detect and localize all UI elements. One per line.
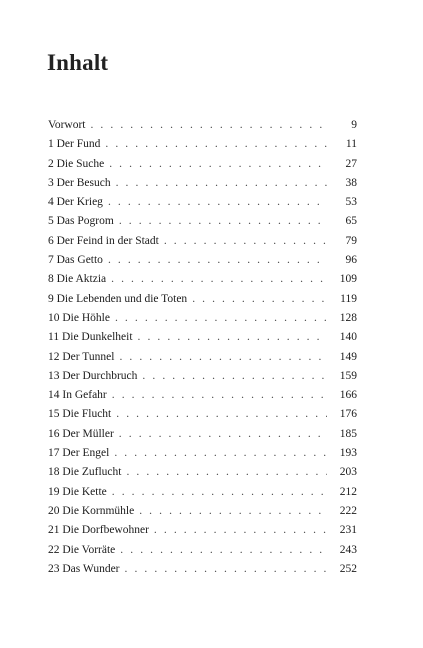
toc-entry (48, 386, 357, 405)
dot-leader (112, 483, 327, 502)
toc-entry (48, 309, 357, 328)
toc-entry-page: 252 (339, 562, 357, 575)
toc-entry (48, 174, 357, 193)
dot-leader (139, 502, 327, 521)
toc-entry-label: 19 Die Kette (48, 485, 107, 498)
toc-entry-page: 231 (339, 524, 357, 537)
toc-entry (48, 405, 357, 424)
toc-entry-label: 17 Der Engel (48, 447, 110, 460)
toc-entry (48, 483, 357, 502)
toc-entry-page: 11 (345, 138, 357, 151)
dot-leader (138, 328, 327, 347)
dot-leader (114, 444, 327, 463)
toc-entry (48, 425, 357, 444)
toc-entry-page: 53 (345, 196, 357, 209)
toc-entry (48, 155, 357, 174)
toc-entry-label: 5 Das Pogrom (48, 215, 114, 228)
dot-leader (108, 193, 327, 212)
toc-entry-page: 222 (339, 504, 357, 517)
toc-entry-label: 8 Die Aktzia (48, 273, 107, 286)
toc-entry-label: 18 Die Zuflucht (48, 466, 122, 479)
toc-entry-page: 149 (339, 350, 357, 363)
toc-entry-label: Vorwort (48, 119, 86, 131)
toc-entry-page: 9 (351, 119, 357, 131)
toc-entry (48, 116, 357, 135)
dot-leader (126, 463, 327, 482)
toc-entry-label: 23 Das Wunder (48, 562, 120, 575)
toc-entry-page: 27 (345, 157, 357, 170)
toc-entry-page: 128 (339, 311, 357, 324)
toc-entry-page: 193 (339, 447, 357, 460)
toc-entry (48, 560, 357, 579)
toc-entry-label: 21 Die Dorfbewohner (48, 524, 149, 537)
toc-entry-label: 9 Die Lebenden und die Toten (48, 292, 188, 305)
toc-entry-label: 16 Der Müller (48, 427, 114, 440)
toc-entry-label: 7 Das Getto (48, 254, 103, 267)
toc-entry-page: 159 (339, 369, 357, 382)
toc-entry-label: 4 Der Krieg (48, 196, 103, 209)
dot-leader (119, 212, 327, 231)
toc-entry-label: 11 Die Dunkelheit (48, 331, 133, 344)
toc-entry-page: 203 (339, 466, 357, 479)
dot-leader (90, 116, 327, 135)
toc-entry-page: 176 (339, 408, 357, 421)
dot-leader (116, 405, 327, 424)
dot-leader (108, 251, 327, 270)
toc-entry-page: 38 (345, 176, 357, 189)
toc-entry-page: 65 (345, 215, 357, 228)
toc-entry-page: 212 (339, 485, 357, 498)
toc-entry-label: 14 In Gefahr (48, 389, 107, 402)
toc-entry (48, 232, 357, 251)
dot-leader (109, 155, 327, 174)
toc-entry (48, 193, 357, 212)
toc-entry (48, 502, 357, 521)
dot-leader (120, 541, 327, 560)
toc-entry (48, 463, 357, 482)
toc-entry-page: 119 (340, 292, 357, 305)
toc-entry-label: 3 Der Besuch (48, 176, 111, 189)
dot-leader (164, 232, 327, 251)
dot-leader (154, 521, 327, 540)
toc-entry (48, 444, 357, 463)
toc-entry (48, 290, 357, 309)
toc-entry-label: 2 Die Suche (48, 157, 105, 170)
dot-leader (112, 386, 327, 405)
dot-leader (105, 135, 327, 154)
toc-entry-page: 79 (345, 234, 357, 247)
dot-leader (115, 309, 327, 328)
toc-entry-label: 1 Der Fund (48, 138, 101, 151)
dot-leader (119, 425, 327, 444)
toc-entry-label: 6 Der Feind in der Stadt (48, 234, 159, 247)
dot-leader (119, 348, 327, 367)
dot-leader (116, 174, 327, 193)
toc-entry-label: 22 Die Vorräte (48, 543, 116, 556)
toc-entry-label: 15 Die Flucht (48, 408, 112, 421)
toc-entry (48, 348, 357, 367)
toc-entry (48, 270, 357, 289)
toc-entry-page: 243 (339, 543, 357, 556)
toc-entry (48, 367, 357, 386)
dot-leader (142, 367, 327, 386)
toc-entry (48, 541, 357, 560)
dot-leader (192, 290, 327, 309)
toc-entry-page: 166 (339, 389, 357, 402)
dot-leader (125, 560, 327, 579)
toc-entry-page: 96 (345, 254, 357, 267)
toc-entry (48, 212, 357, 231)
page-title: Inhalt (47, 50, 109, 75)
toc-entry-label: 12 Der Tunnel (48, 350, 115, 363)
dot-leader (111, 270, 327, 289)
toc-entry-label: 13 Der Durchbruch (48, 369, 138, 382)
toc-entry (48, 521, 357, 540)
toc-entry-label: 20 Die Kornmühle (48, 504, 135, 517)
toc-entry (48, 328, 357, 347)
toc-entry (48, 251, 357, 270)
toc-entry-page: 140 (339, 331, 357, 344)
toc-entry (48, 135, 357, 154)
table-of-contents (48, 116, 357, 579)
toc-entry-page: 185 (339, 427, 357, 440)
toc-entry-page: 109 (339, 273, 357, 286)
toc-entry-label: 10 Die Höhle (48, 311, 110, 324)
